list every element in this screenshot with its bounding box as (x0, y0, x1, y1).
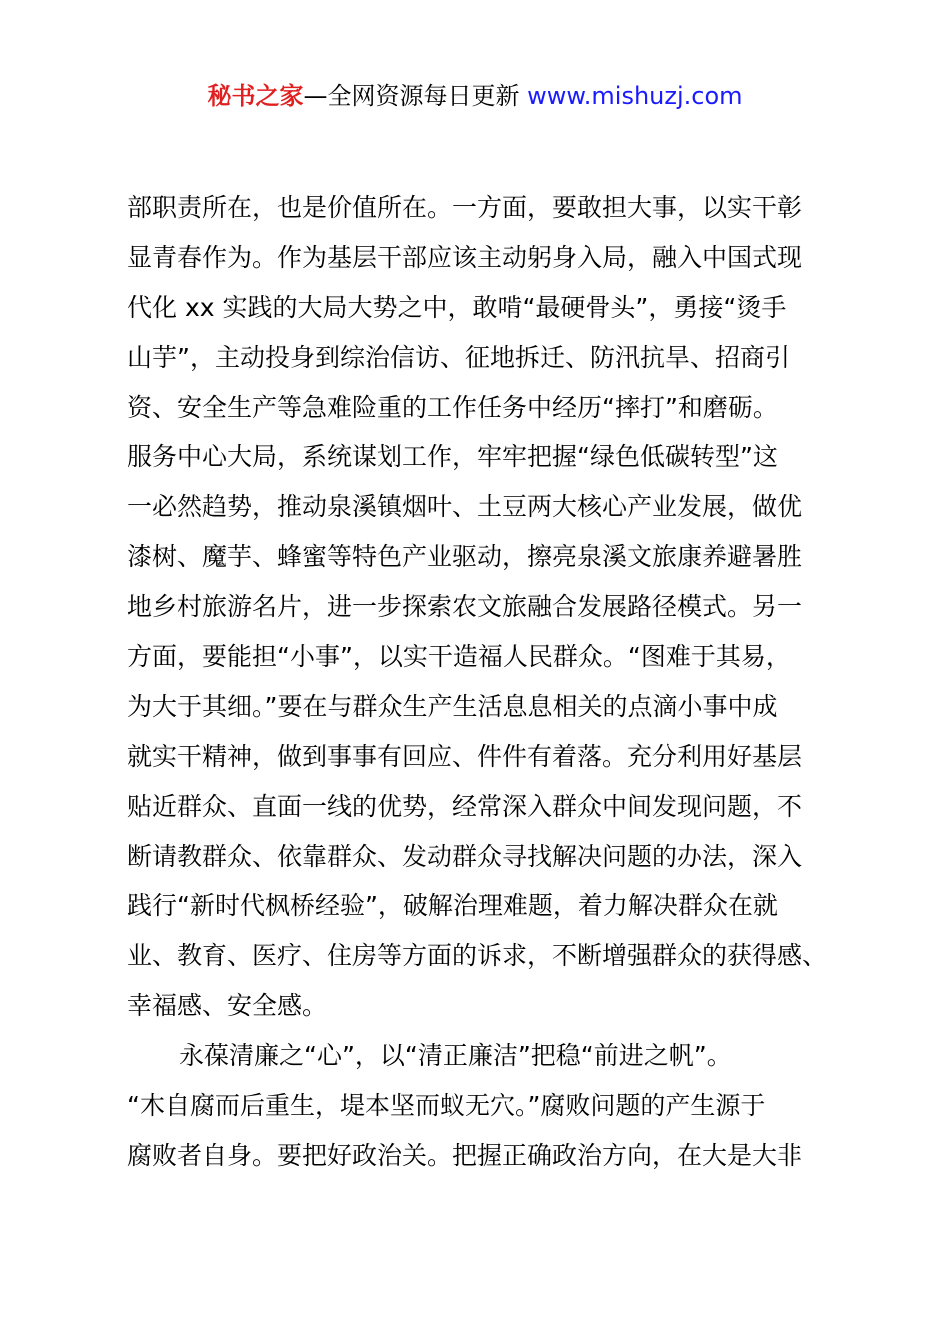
text-line: 一必然趋势，推动泉溪镇烟叶、土豆两大核心产业发展，做优 (127, 492, 803, 522)
text-line: 代化 xx 实践的大局大势之中，敢啃“最硬骨头”，勇接“烫手 (127, 292, 787, 322)
text-line: 为大于其细。”要在与群众生产生活息息相关的点滴小事中成 (127, 691, 778, 721)
text-line: 腐败者自身。要把好政治关。把握正确政治方向，在大是大非 (127, 1140, 803, 1170)
text-line: 方面，要能担“小事”，以实干造福人民群众。“图难于其易， (127, 642, 791, 672)
text-line: 业、教育、医疗、住房等方面的诉求，不断增强群众的获得感、 (127, 941, 828, 971)
text-line: 漆树、魔芋、蜂蜜等特色产业驱动，擦亮泉溪文旅康养避暑胜 (127, 542, 803, 572)
brand-name: 秘书之家 (207, 82, 304, 110)
paragraph-first-line: 永葆清廉之“心”，以“清正廉洁”把稳“前进之帆”。 (179, 1041, 732, 1071)
text-line: 幸福感、安全感。 (127, 991, 328, 1021)
text-line: 显青春作为。作为基层干部应该主动躬身入局，融入中国式现 (127, 242, 803, 272)
document-body (127, 183, 841, 1181)
text-line: 践行“新时代枫桥经验”，破解治理难题，着力解决群众在就 (127, 891, 778, 921)
text-line: 资、安全生产等急难险重的工作任务中经历“摔打”和磨砺。 (127, 392, 778, 422)
header-url[interactable]: www.mishuzj.com (527, 82, 743, 110)
header-slogan: —全网资源每日更新 (303, 82, 528, 110)
page-header (0, 80, 950, 112)
text-line: 贴近群众、直面一线的优势，经常深入群众中间发现问题，不 (127, 791, 803, 821)
text-line: “木自腐而后重生，堤本坚而蚁无穴。”腐败问题的产生源于 (127, 1091, 766, 1121)
text-line: 服务中心大局，系统谋划工作，牢牢把握“绿色低碳转型”这 (127, 442, 778, 472)
text-line: 断请教群众、依靠群众、发动群众寻找解决问题的办法，深入 (127, 841, 803, 871)
text-line: 山芋”，主动投身到综治信访、征地拆迁、防汛抗旱、招商引 (127, 342, 790, 372)
text-line: 部职责所在，也是价值所在。一方面，要敢担大事，以实干彰 (127, 193, 803, 222)
text-line: 地乡村旅游名片，进一步探索农文旅融合发展路径模式。另一 (127, 592, 803, 622)
text-line: 就实干精神，做到事事有回应、件件有着落。充分利用好基层 (127, 741, 803, 771)
